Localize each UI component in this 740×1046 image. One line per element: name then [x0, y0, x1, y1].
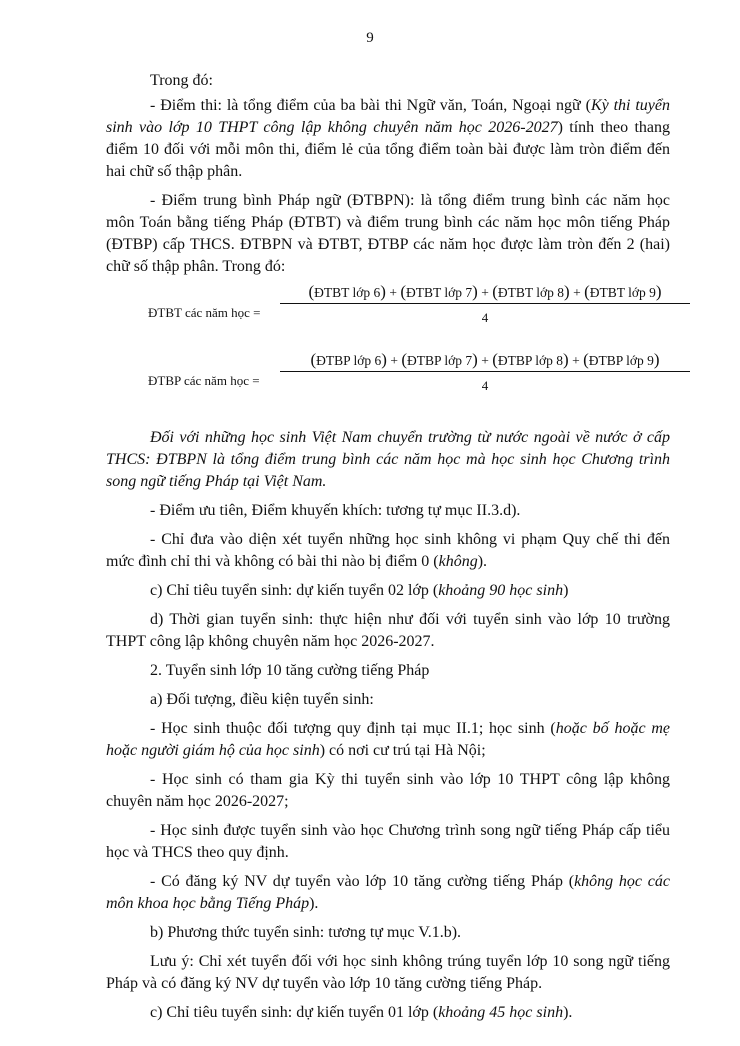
note-paragraph: Lưu ý: Chỉ xét tuyển đối với học sinh không trúng tuyển lớp 10 song ngữ tiếng Pháp và có đăng ký NV dự tuyển vào lớp 10 tăng cường tiếng Pháp. — [106, 953, 670, 992]
intro-text: Trong đó: — [150, 72, 213, 89]
exam-score-paragraph: - Điểm thi: là tổng điểm của ba bài thi Ngữ văn, Toán, Ngoại ngữ (Kỳ thi tuyển sinh vào lớp 10 THPT công lập không chuyên năm học 2026-2027) tính theo thang điểm 10 đối với mỗi môn thi, điểm lẻ của tổng điểm toàn bài được làm tròn điểm đến hai chữ số thập phân. — [106, 97, 671, 180]
dtbt-formula — [106, 281, 670, 337]
dtbpn-paragraph: - Điểm trung bình Pháp ngữ (ĐTBPN): là tổng điểm trung bình các năm học môn Toán bằng tiếng Pháp (ĐTBT) và điểm trung bình các năm học môn tiếng Pháp (ĐTBP) cấp THCS. ĐTBPN và ĐTBT, ĐTBP các năm học được làm tròn đến 2 (hai) chữ số thập phân. Trong đó: — [106, 192, 670, 275]
formula-label: ĐTBP các năm học = — [148, 373, 260, 388]
formula-denominator: 4 — [481, 378, 489, 393]
formula-denominator: 4 — [481, 310, 489, 325]
eligibility-rule: - Chỉ đưa vào diện xét tuyển những học sinh không vi phạm Quy chế thi đến mức đình chỉ thi và không có bài thi nào bị điểm 0 (không). — [106, 531, 670, 570]
quota-bilingual: c) Chỉ tiêu tuyển sinh: dự kiến tuyển 02 lớp (khoảng 90 học sinh) — [150, 582, 569, 599]
dtbp-formula — [106, 349, 670, 405]
formula-numerator: (ĐTBP lớp 6) + (ĐTBP lớp 7) + (ĐTBP lớp 8) + (ĐTBP lớp 9) — [310, 350, 660, 369]
target-heading: a) Đối tượng, điều kiện tuyển sinh: — [150, 691, 374, 708]
fraction-bar — [280, 303, 690, 304]
fraction-bar — [280, 371, 690, 372]
page-number: 9 — [366, 30, 374, 46]
registration-condition: - Có đăng ký NV dự tuyển vào lớp 10 tăng cường tiếng Pháp (không học các môn khoa học bằng Tiếng Pháp). — [106, 873, 671, 912]
exam-participation: - Học sinh có tham gia Kỳ thi tuyển sinh vào lớp 10 THPT công lập không chuyên năm học 2026-2027; — [106, 771, 670, 810]
vietnam-transfer-note: Đối với những học sinh Việt Nam chuyển trường từ nước ngoài về nước ở cấp THCS: ĐTBPN là tổng điểm trung bình các năm học mà học sinh học Chương trình song ngữ tiếng Pháp tại Việt Nam. — [106, 429, 670, 490]
formula-numerator: (ĐTBT lớp 6) + (ĐTBT lớp 7) + (ĐTBT lớp 8) + (ĐTBT lớp 9) — [308, 282, 662, 301]
formula-label: ĐTBT các năm học = — [148, 305, 261, 320]
bilingual-program-condition: - Học sinh được tuyển sinh vào học Chương trình song ngữ tiếng Pháp cấp tiểu học và THCS theo quy định. — [106, 822, 670, 861]
residency-condition: - Học sinh thuộc đối tượng quy định tại mục II.1; học sinh (hoặc bố hoặc mẹ hoặc người giám hộ của học sinh) có nơi cư trú tại Hà Nội; — [106, 720, 670, 759]
admission-method: b) Phương thức tuyển sinh: tương tự mục V.1.b). — [150, 924, 462, 941]
document-body — [106, 70, 670, 1031]
quota-enhanced: c) Chỉ tiêu tuyển sinh: dự kiến tuyển 01 lớp (khoảng 45 học sinh). — [150, 1004, 573, 1021]
section-heading: 2. Tuyển sinh lớp 10 tăng cường tiếng Pháp — [150, 662, 430, 679]
admission-time: d) Thời gian tuyển sinh: thực hiện như đối với tuyển sinh vào lớp 10 trường THPT công lập không chuyên năm học 2026-2027. — [106, 611, 670, 650]
priority-points: - Điểm ưu tiên, Điểm khuyến khích: tương tự mục II.3.d). — [150, 502, 521, 519]
